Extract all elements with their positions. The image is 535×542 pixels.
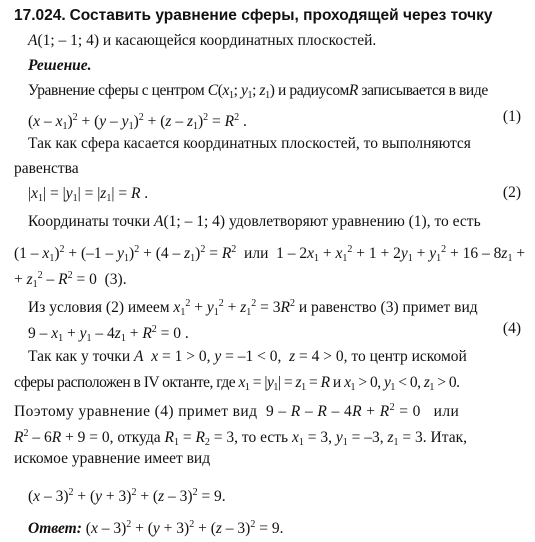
p5b-text: то центр искомой <box>351 348 467 365</box>
paragraph-8: $R^2 - 6R + 9 = 0$, откуда $R_1 = R_2 = 3$, то есть $x_1 = 3$, $y_1 = -3$, $z_1 = 3$. Итак, <box>14 428 467 448</box>
equation-3a: $(1 - x_1)^2 + (-1 - y_1)^2 + (4 - z_1)^2 = R^2$ или $1 - 2x_1 + x_1^2 + 1 + 2y_1 + y_1^2 + 16 - 8z_1$ + <box>14 244 526 264</box>
p2b-text: равенства <box>14 160 79 177</box>
eq-number-1: (1) <box>502 108 521 125</box>
paragraph-2b <box>14 159 79 179</box>
p3-or: или <box>244 245 269 262</box>
problem-statement-2: и касающейся координатных плоскостей. <box>102 32 377 49</box>
paragraph-7: Поэтому уравнение (4) примет вид $9 - R - R - 4R + R^2 = 0$ или <box>14 402 460 420</box>
p1-text: Уравнение сферы с центром <box>28 82 205 99</box>
p3b-text: удовлетворяют уравнению (1), то есть <box>228 213 481 230</box>
p2-text: Так как сфера касается координатных плоскостей, то выполняются <box>28 135 471 152</box>
p7-text: Поэтому уравнение (4) примет вид <box>14 403 258 420</box>
p1b-text: и радиусом <box>277 82 349 99</box>
p4b-text: и равенство (3) примет вид <box>298 299 478 316</box>
equation-1: $(x - x_1)^2 + (y - y_1)^2 + (z - z_1)^2 = R^2$ . <box>28 112 247 132</box>
paragraph-2 <box>28 134 471 154</box>
answer-line: Ответ: $(x - 3)^2 + (y + 3)^2 + (z - 3)^2 = 9$. <box>28 519 284 537</box>
p4-text: Из условия (2) имеем <box>28 299 170 316</box>
equation-3b: + $z_1^2 - R^2 = 0$ (3). <box>14 270 127 290</box>
problem-number: 17.024. <box>14 7 66 24</box>
paragraph-9 <box>14 449 210 469</box>
p5-text: Так как у точки <box>28 348 131 365</box>
paragraph-6: сферы расположен в IV октанте, где $x_1 = |y_1| = z_1 = R$ и $x_1 > 0$, $y_1 < 0$, $z_1 > 0$. <box>14 374 460 393</box>
p9-text: искомое уравнение имеет вид <box>14 450 211 467</box>
eq-number-4: (4) <box>502 320 521 337</box>
problem-line-2: A(1; – 1; 4) и касающейся координатных плоскостей. <box>28 32 377 49</box>
paragraph-4: Из условия (2) имеем $x_1^2 + y_1^2 + z_1^2 = 3R^2$ и равенство (3) примет вид <box>28 298 478 318</box>
equation-2: $|x_1| = |y_1| = |z_1| = R$ . <box>28 185 149 204</box>
eq-number-2: (2) <box>502 184 521 201</box>
equation-4: $9 - x_1 + y_1 - 4z_1 + R^2 = 0$ . <box>28 324 189 344</box>
p6-text: сферы расположен в IV октанте, где <box>14 374 236 391</box>
p8b-text: откуда <box>117 429 161 446</box>
p3-text: Координаты точки <box>28 213 151 230</box>
problem-statement-1: Составить уравнение сферы, проходящей через точку <box>69 7 493 24</box>
p1c-text: записывается в виде <box>361 82 488 99</box>
final-equation: $(x - 3)^2 + (y + 3)^2 + (z - 3)^2 = 9$. <box>28 487 226 505</box>
paragraph-5: Так как у точки A x = 1 > 0, y = –1 < 0, z = 4 > 0, то центр искомой <box>28 348 467 365</box>
paragraph-3: Координаты точки A(1; – 1; 4) удовлетворяют уравнению (1), то есть <box>28 213 481 230</box>
p8d-text: Итак, <box>430 429 467 446</box>
answer-label: Ответ: <box>28 520 82 537</box>
p8c-text: то есть <box>241 429 289 446</box>
problem-line-1 <box>14 6 493 26</box>
solution-label: Решение. <box>28 57 92 74</box>
paragraph-1: Уравнение сферы с центром $C(x_1$; $y_1$; $z_1$) и радиусомR записывается в виде <box>28 82 488 101</box>
p7-or: или <box>433 403 460 420</box>
